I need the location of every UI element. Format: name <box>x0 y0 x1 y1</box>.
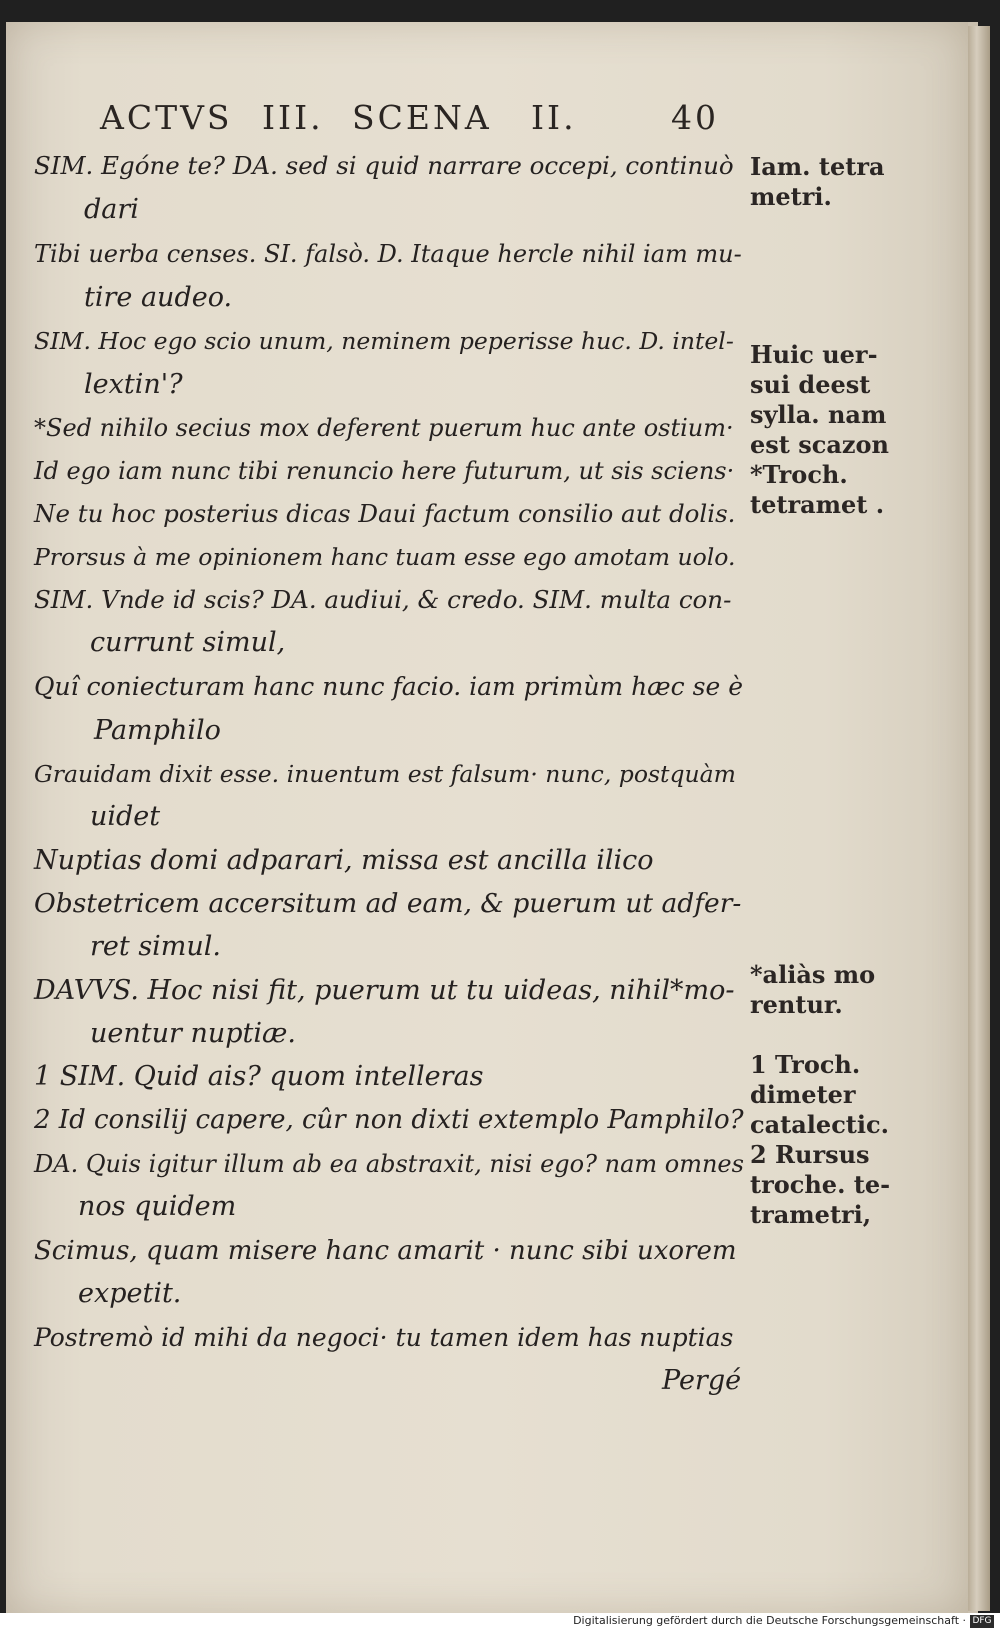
text-line: Pamphilo <box>94 715 221 746</box>
text-line: Quî coniecturam hanc nunc facio. iam primùm hæc se è <box>34 672 743 701</box>
text-line: Ne tu hoc posterius dicas Daui factum consilio aut dolis. <box>34 499 736 528</box>
text-line: Scimus, quam misere hanc amarit · nunc sibi uxorem <box>34 1236 737 1266</box>
text-line: ret simul. <box>90 931 222 962</box>
text-line: Postremò id mihi da negoci· tu tamen idem has nuptias <box>34 1323 734 1352</box>
margin-note: Iam. tetra metri. <box>750 152 885 211</box>
header-actus-number: III. <box>262 98 324 137</box>
text-line: Nuptias domi adparari, missa est ancilla ilico <box>34 845 654 876</box>
text-line: lextin'? <box>84 369 183 400</box>
text-line: SIM. Egóne te? DA. sed si quid narrare occepi, continuò <box>34 151 734 180</box>
text-line: SIM. Hoc ego scio unum, neminem peperisse huc. D. intel- <box>34 327 734 355</box>
margin-note: *aliàs mo rentur. <box>750 960 876 1019</box>
header-scena-number: II. <box>531 98 577 137</box>
catchword: Pergé <box>662 1365 742 1396</box>
text-line: nos quidem <box>78 1191 237 1222</box>
text-line: Id ego iam nunc tibi renuncio here futurum, ut sis sciens· <box>34 457 735 485</box>
text-line: Grauidam dixit esse. inuentum est falsum· nunc, postquàm <box>34 760 736 788</box>
text-line: tire audeo. <box>84 282 233 313</box>
running-header <box>100 98 740 142</box>
text-line: 2 Id consilij capere, cûr non dixti extemplo Pamphilo? <box>34 1105 744 1135</box>
page-edge <box>968 26 990 1611</box>
dfg-logo: DFG <box>970 1615 994 1628</box>
text-line: SIM. Vnde id scis? DA. audiui, & credo. SIM. multa con- <box>34 585 732 614</box>
page-number: 40 <box>671 98 719 137</box>
text-line: Tibi uerba censes. SI. falsò. D. Itaque hercle nihil iam mu- <box>34 240 742 268</box>
text-line: *Sed nihilo secius mox deferent puerum huc ante ostium· <box>34 414 734 442</box>
funding-credit: Digitalisierung gefördert durch die Deutsche Forschungsgemeinschaft · <box>573 1614 966 1627</box>
text-line: currunt simul, <box>90 627 286 658</box>
text-line: DAVVS. Hoc nisi fit, puerum ut tu uideas, nihil*mo- <box>34 975 735 1006</box>
digitization-footer <box>0 1613 1000 1631</box>
text-line: Prorsus à me opinionem hanc tuam esse ego amotam uolo. <box>34 543 736 571</box>
text-line: DA. Quis igitur illum ab ea abstraxit, nisi ego? nam omnes <box>34 1150 744 1178</box>
text-line: uidet <box>90 801 161 832</box>
margin-note: Huic uer- sui deest sylla. nam est scazon *Troch. tetramet . <box>750 340 889 519</box>
text-line: dari <box>84 194 139 225</box>
text-line: Obstetricem accersitum ad eam, & puerum ut adfer- <box>34 888 742 919</box>
header-scena: SCENA <box>352 98 492 137</box>
text-line: uentur nuptiæ. <box>90 1018 296 1049</box>
text-line: expetit. <box>78 1278 182 1309</box>
margin-note: 1 Troch. dimeter catalectic. 2 Rursus troche. te- trametri, <box>750 1050 891 1229</box>
text-line: 1 SIM. Quid ais? quom intelleras <box>34 1061 484 1092</box>
header-actus: ACTVS <box>100 98 233 137</box>
